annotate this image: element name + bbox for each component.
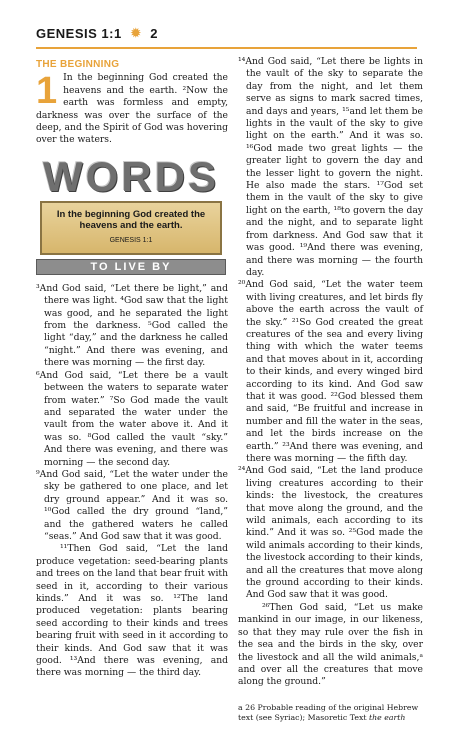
live-by-banner: TO LIVE BY bbox=[36, 259, 226, 275]
verse-paragraph: ⁹And God said, “Let the water under the sky be gathered to one place, and let dry ground appear.” And it was so. ¹⁰God called the dry ground “land,” and the gathered waters he called “seas.” And God saw that it was good. bbox=[36, 468, 228, 542]
featured-quote: In the beginning God created the heavens and the earth. bbox=[56, 208, 206, 232]
verse-paragraph: ²⁴And God said, “Let the land produce living creatures according to their kinds: the livestock, the creatures that move along the ground, and the wild animals, each according to its kind.” And it was so. ²⁵God made the wild animals according to their kinds, the livestock according to their kinds, and all the creatures that move along the ground according to their kinds. And God saw that it was good. bbox=[238, 465, 423, 601]
verse-paragraph: ²⁶Then God said, “Let us make mankind in our image, in our likeness, so that they may rule over the fish in the sea and the birds in the sky, over the livestock and all the wild animals,ᵃ and over all the creatures that move along the ground.” bbox=[238, 601, 423, 688]
opening-paragraph bbox=[36, 72, 228, 146]
right-column bbox=[238, 56, 423, 724]
verse-paragraph: ⁶And God said, “Let there be a vault between the waters to separate water from water.” ⁷So God made the vault and separated the water under the vault from the water above it. And it was so. ⁸God called the vault “sky.” And there was evening, and there was morning — the second day. bbox=[36, 369, 228, 468]
footnote bbox=[238, 703, 423, 724]
verse-paragraph: ¹⁴And God said, “Let there be lights in the vault of the sky to separate the day from the night, and let them serve as signs to mark sacred times, and days and years, ¹⁵and let them be lights in the vault of the sky to give light on the earth.” And it was so. ¹⁶God made two great lights — the greater light to govern the day and the lesser light to govern the night. He also made the stars. ¹⁷God set them in the vault of the sky to give light on the earth, ¹⁸to govern the day and the night, and to separate light from darkness. And God saw that it was good. ¹⁹And there was evening, and there was morning — the fourth day. bbox=[238, 56, 423, 278]
footnote-text: Probable reading of the original Hebrew text (see Syriac); Masoretic Text bbox=[238, 702, 419, 723]
verse-paragraph: ²⁰And God said, “Let the water teem with living creatures, and let birds fly above the earth across the vault of the sky.” ²¹So God created the great creatures of the sea and every living thing with which the water teems and that moves about in it, according to their kinds, and every winged bird according to its kind. And God saw that it was good. ²²God blessed them and said, “Be fruitful and increase in number and fill the water in the seas, and let the birds increase on the earth.” ²³And there was evening, and there was morning — the fifth day. bbox=[238, 279, 423, 464]
page-header bbox=[36, 22, 417, 44]
chapter-drop-cap: 1 bbox=[36, 70, 58, 113]
left-column bbox=[36, 56, 228, 680]
header-rule bbox=[36, 47, 417, 49]
footnote-marker: a 26 bbox=[238, 702, 256, 712]
page-number: 2 bbox=[150, 25, 158, 41]
footnote-italic: the earth bbox=[369, 713, 406, 723]
verse-paragraph: ³And God said, “Let there be light,” and there was light. ⁴God saw that the light was good, and he separated the light from the darkness. ⁵God called the light “day,” and the darkness he called “night.” And there was evening, and there was morning — the first day. bbox=[36, 282, 228, 369]
opening-text: In the beginning God created the heavens and the earth. ²Now the earth was formless and empty, darkness was over the surface of the deep, and the Spirit of God was hovering over the waters. bbox=[36, 72, 228, 146]
section-heading: THE BEGINNING bbox=[36, 59, 120, 70]
book-chapter: GENESIS 1:1 bbox=[36, 25, 122, 41]
verse-card bbox=[40, 201, 222, 255]
words-to-live-by-box bbox=[36, 152, 226, 273]
verse-paragraph: ¹¹Then God said, “Let the land produce vegetation: seed-bearing plants and trees on the land that bear fruit with seed in it, according to their various kinds.” And it was so. ¹²The land produced vegetation: plants bearing seed according to their kinds and trees bearing fruit with seed in it according to their kinds. And God saw that it was good. ¹³And there was evening, and there was morning — the third day. bbox=[36, 543, 228, 679]
featured-reference: GENESIS 1:1 bbox=[109, 236, 153, 244]
sun-icon: ✹ bbox=[130, 26, 142, 40]
words-title: WORDS bbox=[43, 152, 219, 200]
